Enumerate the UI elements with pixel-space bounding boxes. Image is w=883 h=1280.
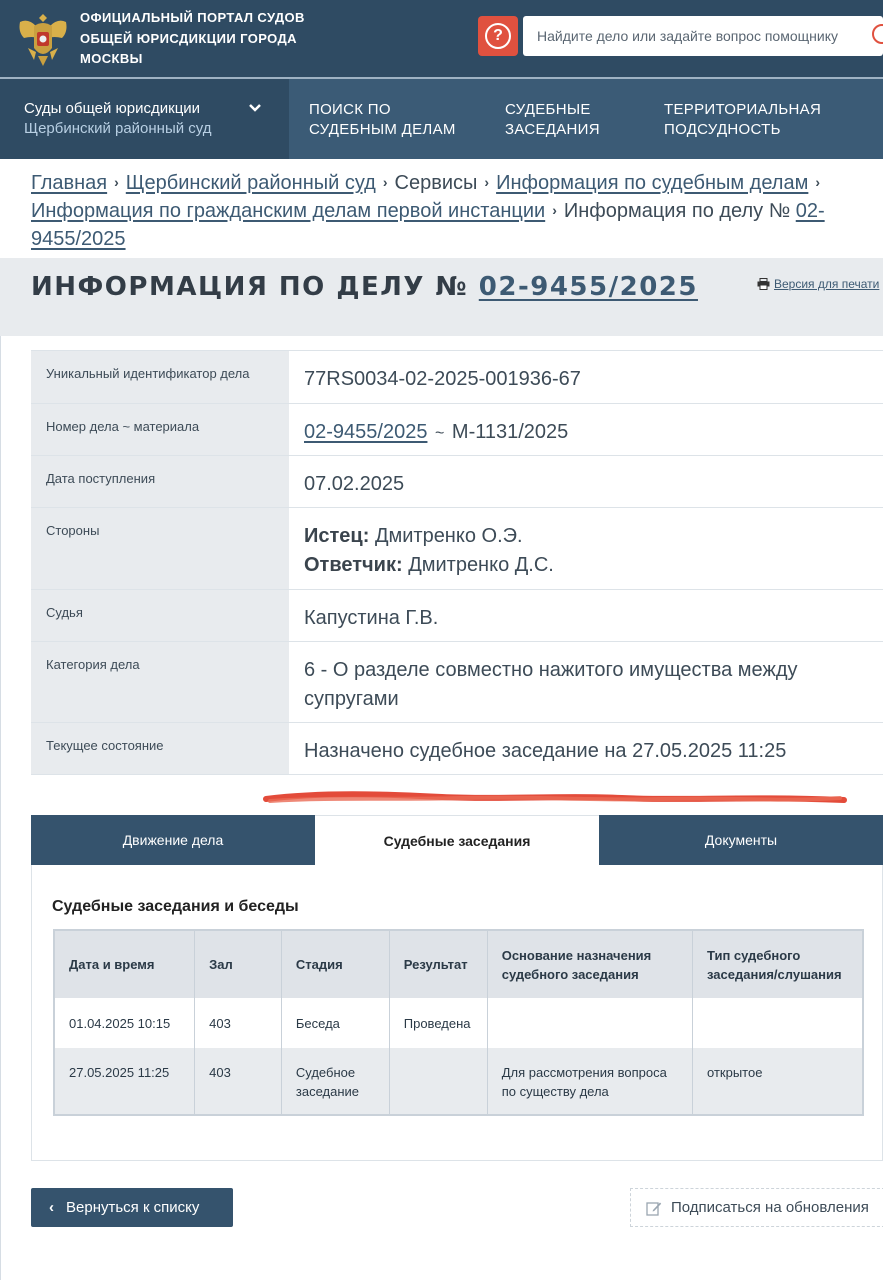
column-header: Основание назначения судебного заседания	[487, 930, 692, 998]
nav-case-search[interactable]: ПОИСК ПО СУДЕБНЫМ ДЕЛАМ	[309, 101, 456, 138]
breadcrumb-area	[0, 159, 883, 258]
search-input[interactable]	[523, 16, 883, 56]
page-title	[31, 272, 698, 302]
print-version-link[interactable]	[757, 277, 879, 291]
question-icon: ?	[485, 23, 511, 49]
case-info-table	[31, 350, 883, 775]
breadcrumb-separator: ›	[382, 174, 388, 190]
table-cell	[389, 1048, 487, 1115]
plaintiff-label: Истец:	[304, 525, 370, 547]
table-cell: открытое	[693, 1048, 863, 1115]
subscribe-updates-button[interactable]	[630, 1188, 883, 1227]
table-row	[54, 998, 863, 1048]
breadcrumb-home[interactable]: Главная	[31, 172, 108, 194]
chevron-down-icon	[248, 101, 262, 115]
info-row-status	[31, 723, 883, 775]
column-header: Результат	[389, 930, 487, 998]
column-header: Дата и время	[54, 930, 195, 998]
breadcrumb-separator: ›	[114, 174, 119, 190]
content-left-border	[0, 336, 1, 1280]
info-label: Текущее состояние	[31, 723, 289, 774]
material-number: М-1131/2025	[451, 421, 569, 443]
breadcrumb-case-number[interactable]: 02-9455/2025	[31, 200, 825, 250]
print-version-label: Версия для печати	[774, 277, 880, 291]
nav-court-sessions[interactable]: СУДЕБНЫЕ ЗАСЕДАНИЯ	[505, 101, 600, 138]
info-label: Судья	[31, 590, 289, 641]
page-title-band	[0, 258, 883, 336]
table-header-row	[54, 930, 863, 998]
court-selector[interactable]	[0, 79, 289, 159]
subscribe-updates-label: Подписаться на обновления	[671, 1199, 869, 1216]
info-value	[289, 508, 883, 589]
tab-case-movement[interactable]: Движение дела	[31, 815, 315, 865]
table-cell: Проведена	[389, 998, 487, 1048]
breadcrumb	[31, 170, 871, 253]
red-scribble-mark	[262, 786, 848, 812]
info-row-case-number	[31, 404, 883, 456]
info-value	[289, 404, 883, 455]
info-row-uid	[31, 351, 883, 404]
sessions-table	[53, 929, 864, 1116]
page-title-case-link[interactable]: 02-9455/2025	[478, 272, 698, 302]
info-label: Уникальный идентификатор дела	[31, 351, 289, 403]
info-value: 07.02.2025	[304, 473, 405, 495]
info-row-category	[31, 642, 883, 723]
defendant-name: Дмитренко Д.С.	[408, 554, 554, 576]
info-value: Капустина Г.В.	[304, 607, 439, 629]
sessions-panel	[31, 865, 883, 1161]
breadcrumb-court[interactable]: Щербинский районный суд	[125, 172, 376, 194]
portal-title[interactable]: ОФИЦИАЛЬНЫЙ ПОРТАЛ СУДОВ ОБЩЕЙ ЮРИСДИКЦИИ ГОРОДА МОСКВЫ	[80, 10, 305, 66]
tab-documents[interactable]: Документы	[599, 815, 883, 865]
help-button[interactable]	[478, 16, 518, 56]
breadcrumb-separator: ›	[815, 174, 821, 190]
info-row-parties	[31, 508, 883, 590]
column-header: Стадия	[281, 930, 389, 998]
table-cell: 403	[195, 1048, 282, 1115]
printer-icon	[757, 278, 770, 290]
back-to-list-button[interactable]	[31, 1188, 233, 1227]
table-cell	[487, 998, 692, 1048]
case-material-separator: ~	[435, 425, 445, 442]
info-label: Дата поступления	[31, 456, 289, 507]
page-title-prefix: ИНФОРМАЦИЯ ПО ДЕЛУ №	[31, 272, 469, 302]
table-cell: 27.05.2025 11:25	[54, 1048, 195, 1115]
main-nav	[0, 79, 883, 159]
court-selector-current: Щербинский районный суд	[24, 120, 212, 137]
site-header	[0, 0, 883, 77]
info-label: Номер дела ~ материала	[31, 404, 289, 455]
info-value: 6 - О разделе совместно нажитого имущества между супругами	[304, 659, 798, 710]
breadcrumb-case-info[interactable]: Информация по судебным делам	[496, 172, 809, 194]
info-value: Назначено судебное заседание на 27.05.2025 11:25	[304, 740, 787, 762]
case-number-link[interactable]: 02-9455/2025	[304, 421, 428, 443]
info-label: Категория дела	[31, 642, 289, 722]
table-cell: Беседа	[281, 998, 389, 1048]
breadcrumb-civil-cases[interactable]: Информация по гражданским делам первой инстанции	[31, 200, 546, 222]
tab-court-sessions[interactable]: Судебные заседания	[315, 815, 599, 865]
info-label: Стороны	[31, 508, 289, 589]
column-header: Тип судебного заседания/слушания	[693, 930, 863, 998]
court-selector-title: Суды общей юрисдикции	[24, 100, 201, 117]
defendant-label: Ответчик:	[304, 554, 403, 576]
table-cell: 403	[195, 998, 282, 1048]
info-row-receipt-date	[31, 456, 883, 508]
defendant	[304, 551, 868, 580]
sessions-title: Судебные заседания и беседы	[52, 898, 299, 915]
table-cell: Судебное заседание	[281, 1048, 389, 1115]
info-value: 77RS0034-02-2025-001936-67	[304, 368, 581, 390]
table-row	[54, 1048, 863, 1115]
breadcrumb-separator: ›	[484, 174, 490, 190]
plaintiff-name: Дмитренко О.Э.	[374, 525, 523, 547]
column-header: Зал	[195, 930, 282, 998]
breadcrumb-separator: ›	[552, 202, 557, 218]
chevron-left-icon: ‹	[49, 1199, 54, 1216]
edit-icon	[646, 1200, 662, 1216]
breadcrumb-services: Сервисы	[394, 172, 478, 194]
back-to-list-label: Вернуться к списку	[66, 1199, 200, 1216]
plaintiff	[304, 522, 868, 551]
info-row-judge	[31, 590, 883, 642]
coat-of-arms-icon[interactable]	[14, 8, 72, 68]
table-cell: 01.04.2025 10:15	[54, 998, 195, 1048]
table-cell: Для рассмотрения вопроса по существу дела	[487, 1048, 692, 1115]
case-tabs	[31, 815, 883, 865]
breadcrumb-current: Информация по делу №	[563, 200, 791, 222]
nav-territorial-jurisdiction[interactable]: ТЕРРИТОРИАЛЬНАЯ ПОДСУДНОСТЬ	[664, 101, 822, 138]
table-cell	[693, 998, 863, 1048]
